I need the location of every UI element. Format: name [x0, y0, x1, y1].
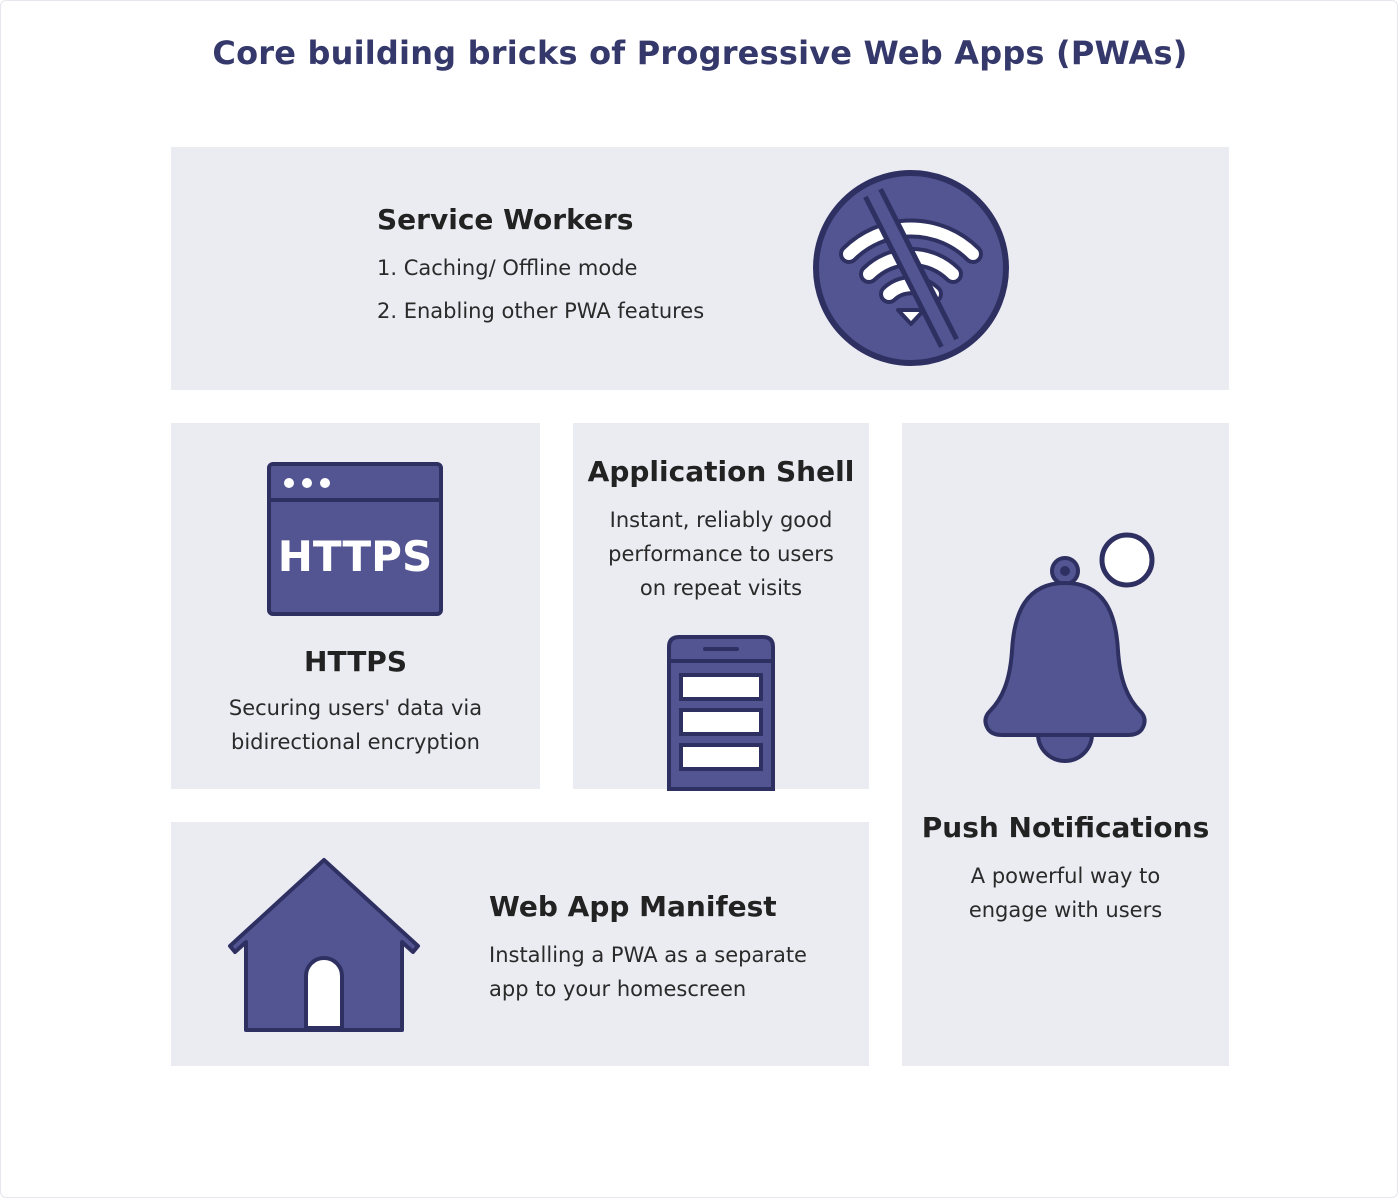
smartphone-icon: [667, 635, 775, 789]
app-shell-desc-line: Instant, reliably good: [609, 508, 833, 532]
manifest-desc-line: app to your homescreen: [489, 977, 747, 1001]
card-web-app-manifest: [171, 822, 869, 1066]
card-push-notifications: [902, 423, 1229, 1066]
house-icon: [227, 856, 421, 1032]
app-shell-desc-line: performance to users: [608, 542, 834, 566]
bell-icon: [978, 531, 1168, 761]
push-desc-line: engage with users: [968, 898, 1163, 922]
service-workers-item: 1. Caching/ Offline mode: [377, 256, 638, 280]
https-icon-label: HTTPS: [277, 532, 433, 581]
manifest-desc-line: Installing a PWA as a separate: [489, 943, 807, 967]
card-service-workers: [171, 147, 1229, 390]
app-shell-desc-line: on repeat visits: [639, 576, 803, 600]
card-application-shell: [573, 423, 869, 789]
push-desc-line: A powerful way to: [970, 864, 1161, 888]
no-wifi-icon: [811, 168, 1011, 368]
push-title: Push Notifications: [921, 811, 1210, 844]
browser-window-icon: [267, 462, 443, 616]
service-workers-item: 2. Enabling other PWA features: [377, 299, 705, 323]
https-title: HTTPS: [304, 645, 407, 678]
https-desc-line: Securing users' data via: [228, 696, 483, 720]
manifest-title: Web App Manifest: [489, 890, 777, 923]
https-desc-line: bidirectional encryption: [231, 730, 480, 754]
card-https: [171, 423, 540, 789]
service-workers-title: Service Workers: [377, 203, 634, 236]
app-shell-title: Application Shell: [587, 455, 855, 488]
page-title: Core building bricks of Progressive Web Apps (PWAs): [212, 34, 1188, 72]
